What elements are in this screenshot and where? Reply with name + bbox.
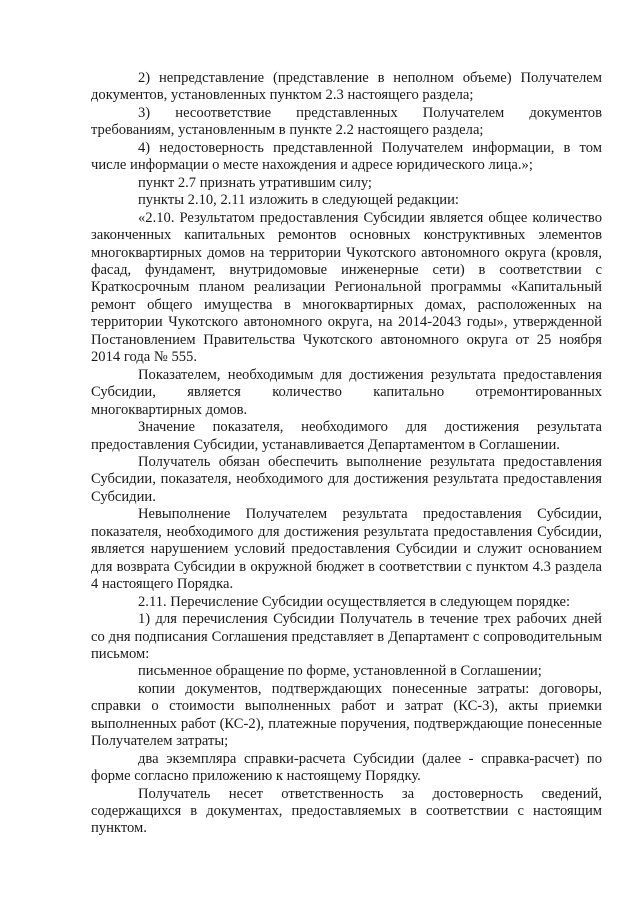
paragraph: Получатель несет ответственность за достоверность сведений, содержащихся в документах, предоставляемых в соответствии с настоящим пунктом. [91, 785, 602, 837]
paragraph: 1) для перечисления Субсидии Получатель в течение трех рабочих дней со дня подписания Соглашения представляет в Департамент с сопроводительным письмом: [91, 611, 602, 662]
paragraph: письменное обращение по форме, установленной в Соглашении; [138, 663, 542, 680]
paragraph: Показателем, необходимым для достижения результата предоставления Субсидии, является количество капитально отремонтированных многоквартирных домов. [91, 366, 602, 418]
paragraph: 4) недостоверность представленной Получателем информации, в том числе информации о месте нахождения и адресе юридического лица.»; [91, 139, 602, 174]
paragraph: два экземпляра справки-расчета Субсидии (далее - справка-расчет) по форме согласно приложению к настоящему Порядку. [91, 750, 602, 785]
paragraph: Значение показателя, необходимого для достижения результата предоставления Субсидии, устанавливается Департаментом в Соглашении. [91, 419, 602, 453]
paragraph: пункт 2.7 признать утратившим силу; [138, 174, 372, 191]
paragraph: 3) несоответствие представленных Получателем документов требованиям, установленным в пункте 2.2 настоящего раздела; [91, 104, 602, 139]
paragraph: копии документов, подтверждающих понесенные затраты: договоры, справки о стоимости выполненных работ и затрат (КС-3), акты приемки выполненных работ (КС-2), платежные поручения, подтверждающие понесенные Получателем затраты; [91, 680, 602, 750]
document-body [91, 70, 602, 838]
paragraph: 2.11. Перечисление Субсидии осуществляется в следующем порядке: [138, 593, 571, 610]
paragraph: Получатель обязан обеспечить выполнение результата предоставления Субсидии, показателя, необходимого для достижения результата предоставления Субсидии. [91, 453, 602, 505]
paragraph: «2.10. Результатом предоставления Субсидии является общее количество законченных капитальных ремонтов основных конструктивных элементов многоквартирных домов на территории Чукотского автономного округа (кровля, фасад, фундамент, внутридомовые инженерные сети) в соответствии с Краткосрочным планом реализации Региональной программы «Капитальный ремонт общего имущества в многоквартирных домах, расположенных на территории Чукотского автономного округа, на 2014-2043 годы», утвержденной Постановлением Правительства Чукотского автономного округа от 25 ноября 2014 года № 555. [91, 209, 602, 366]
paragraph: Невыполнение Получателем результата предоставления Субсидии, показателя, необходимого для достижения результата предоставления Субсидии, является нарушением условий предоставления Субсидии и служит основанием для возврата Субсидии в окружной бюджет в соответствии с пунктом 4.3 раздела 4 настоящего Порядка. [91, 506, 602, 593]
paragraph: 2) непредставление (представление в неполном объеме) Получателем документов, установленных пунктом 2.3 настоящего раздела; [91, 70, 602, 104]
paragraph: пункты 2.10, 2.11 изложить в следующей редакции: [138, 192, 459, 209]
